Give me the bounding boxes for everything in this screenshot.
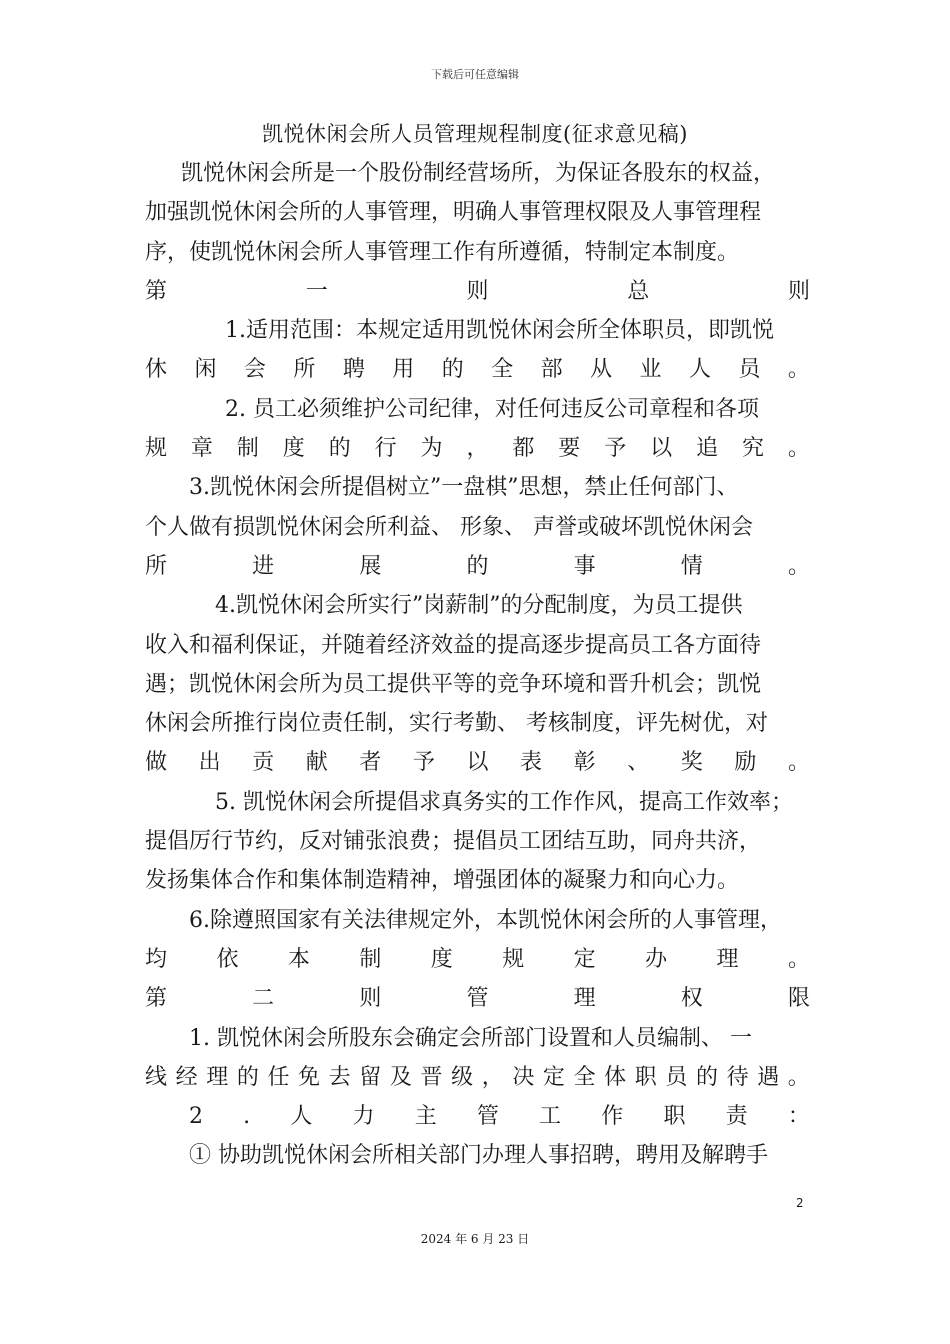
page-number: 2 bbox=[796, 1196, 804, 1210]
justified-char: 级 bbox=[451, 1064, 474, 1090]
justified-char: 规 bbox=[502, 946, 525, 972]
justified-char: 本 bbox=[287, 946, 310, 972]
paragraph-line: 发扬集体合作和集体制造精神，增强团体的凝聚力和向心力。 bbox=[145, 868, 740, 894]
paragraph-line: 收入和福利保证，并随着经济效益的提高逐步提高员工各方面待 bbox=[145, 632, 762, 658]
justified-char: 及 bbox=[389, 1064, 412, 1090]
justified-char: 追 bbox=[696, 436, 719, 462]
justified-char: 则 bbox=[787, 278, 810, 304]
paragraph-line: 6.除遵照国家有关法律规定外，本凯悦休闲会所的人事管理， bbox=[189, 907, 782, 933]
paragraph-line: 1. 凯悦休闲会所股东会确定会所部门设置和人员编制、 一 bbox=[189, 1025, 752, 1051]
justified-char: 力 bbox=[352, 1104, 375, 1130]
justified-char: 予 bbox=[412, 750, 435, 776]
intro-line: 序，使凯悦休闲会所人事管理工作有所遵循，特制定本制度。 bbox=[145, 239, 740, 265]
justified-char: 。 bbox=[787, 436, 810, 462]
justified-char: ， bbox=[466, 436, 489, 462]
justified-char: ， bbox=[481, 1064, 504, 1090]
paragraph-line bbox=[145, 1058, 810, 1097]
justified-char: 主 bbox=[414, 1104, 437, 1130]
justified-char: 用 bbox=[392, 357, 415, 383]
justified-char: 职 bbox=[634, 1064, 657, 1090]
justified-char: 要 bbox=[558, 436, 581, 462]
justified-char: 事 bbox=[573, 553, 596, 579]
justified-char: 定 bbox=[542, 1064, 565, 1090]
justified-char: 都 bbox=[512, 436, 535, 462]
justified-char: 工 bbox=[539, 1104, 562, 1130]
justified-char: 会 bbox=[243, 357, 266, 383]
justified-char: 职 bbox=[663, 1104, 686, 1130]
justified-char: 、 bbox=[627, 750, 650, 776]
justified-char: 决 bbox=[512, 1064, 535, 1090]
justified-char: 责 bbox=[725, 1104, 748, 1130]
justified-char: 待 bbox=[726, 1064, 749, 1090]
justified-char: 理 bbox=[573, 986, 596, 1012]
justified-char: 的 bbox=[328, 436, 351, 462]
justified-char: 理 bbox=[206, 1064, 229, 1090]
paragraph-line bbox=[145, 429, 810, 468]
justified-char: 以 bbox=[466, 750, 489, 776]
footer-date: 2024 年 6 月 23 日 bbox=[420, 1232, 530, 1246]
paragraph-line: 2. 员工必须维护公司纪律，对任何违反公司章程和各项 bbox=[225, 396, 759, 422]
justified-char: 全 bbox=[573, 1064, 596, 1090]
justified-char: 奖 bbox=[680, 750, 703, 776]
justified-char: 休 bbox=[145, 357, 168, 383]
justified-char: 所 bbox=[293, 357, 316, 383]
justified-char: 闲 bbox=[194, 357, 217, 383]
paragraph-line: ① 协助凯悦休闲会所相关部门办理人事招聘，聘用及解聘手 bbox=[189, 1143, 768, 1169]
chapter-heading bbox=[145, 979, 810, 1018]
header-note: 下载后可任意编辑 bbox=[431, 68, 519, 81]
document-body bbox=[145, 154, 810, 1176]
justified-char: 行 bbox=[374, 436, 397, 462]
justified-char: 2 bbox=[189, 1104, 203, 1130]
paragraph-line: 提倡厉行节约，反对铺张浪费；提倡员工团结互助，同舟共济， bbox=[145, 829, 762, 855]
justified-char: 表 bbox=[520, 750, 543, 776]
document-title: 凯悦休闲会所人员管理规程制度(征求意见稿) bbox=[262, 122, 688, 146]
justified-char: 为 bbox=[420, 436, 443, 462]
justified-char: 线 bbox=[145, 1064, 168, 1090]
justified-char: 二 bbox=[252, 986, 275, 1012]
paragraph-line bbox=[145, 547, 810, 586]
justified-char: 权 bbox=[680, 986, 703, 1012]
justified-char: 章 bbox=[190, 436, 213, 462]
intro-line: 凯悦休闲会所是一个股份制经营场所，为保证各股东的权益， bbox=[181, 161, 776, 186]
justified-char: 晋 bbox=[420, 1064, 443, 1090]
justified-char: 留 bbox=[359, 1064, 382, 1090]
justified-char: 。 bbox=[787, 946, 810, 972]
justified-char: 理 bbox=[716, 946, 739, 972]
paragraph-line: 5. 凯悦休闲会所提倡求真务实的工作作风，提高工作效率； bbox=[215, 789, 793, 815]
paragraph-line: 1.适用范围：本规定适用凯悦休闲会所全体职员，即凯悦 bbox=[225, 318, 774, 344]
justified-char: 出 bbox=[198, 750, 221, 776]
paragraph-line: 3.凯悦休闲会所提倡树立”一盘棋”思想，禁止任何部门、 bbox=[189, 475, 739, 501]
justified-char: 从 bbox=[590, 357, 613, 383]
justified-char: 彰 bbox=[573, 750, 596, 776]
justified-char: 第 bbox=[145, 278, 168, 304]
justified-char: 。 bbox=[787, 750, 810, 776]
justified-char: 业 bbox=[639, 357, 662, 383]
justified-char: 一 bbox=[305, 278, 328, 304]
justified-char: 献 bbox=[305, 750, 328, 776]
justified-char: 去 bbox=[328, 1064, 351, 1090]
justified-char: 。 bbox=[787, 1064, 810, 1090]
justified-char: 励 bbox=[734, 750, 757, 776]
justified-char: 。 bbox=[787, 357, 810, 383]
justified-char: 度 bbox=[282, 436, 305, 462]
justified-char: 制 bbox=[359, 946, 382, 972]
justified-char: 限 bbox=[787, 986, 810, 1012]
justified-char: 者 bbox=[359, 750, 382, 776]
justified-char: 均 bbox=[145, 946, 168, 972]
chapter-heading bbox=[145, 272, 810, 311]
justified-char: 定 bbox=[573, 946, 596, 972]
justified-char: 予 bbox=[604, 436, 627, 462]
justified-char: 的 bbox=[466, 553, 489, 579]
justified-char: 人 bbox=[290, 1104, 313, 1130]
justified-char: 展 bbox=[359, 553, 382, 579]
justified-char: 全 bbox=[491, 357, 514, 383]
justified-char: 人 bbox=[688, 357, 711, 383]
justified-char: 贡 bbox=[252, 750, 275, 776]
justified-char: 的 bbox=[236, 1064, 259, 1090]
justified-char: 制 bbox=[236, 436, 259, 462]
justified-char: 度 bbox=[430, 946, 453, 972]
paragraph-line: 4.凯悦休闲会所实行”岗薪制”的分配制度，为员工提供 bbox=[215, 593, 743, 619]
paragraph-line bbox=[145, 940, 810, 979]
justified-char: 免 bbox=[298, 1064, 321, 1090]
justified-char: 第 bbox=[145, 986, 168, 1012]
justified-char: 则 bbox=[466, 278, 489, 304]
justified-char: 体 bbox=[604, 1064, 627, 1090]
justified-char: 做 bbox=[145, 750, 168, 776]
justified-char: 办 bbox=[645, 946, 668, 972]
justified-char: 规 bbox=[145, 436, 168, 462]
justified-char: 员 bbox=[665, 1064, 688, 1090]
justified-char: 管 bbox=[476, 1104, 499, 1130]
paragraph-line bbox=[145, 1097, 810, 1136]
justified-char: 的 bbox=[441, 357, 464, 383]
justified-char: 部 bbox=[540, 357, 563, 383]
justified-char: 情 bbox=[680, 553, 703, 579]
justified-char: ： bbox=[787, 1104, 810, 1130]
paragraph-line: 遇；凯悦休闲会所为员工提供平等的竞争环境和晋升机会；凯悦 bbox=[145, 671, 762, 697]
paragraph-line bbox=[145, 743, 810, 782]
paragraph-line: 休闲会所推行岗位责任制，实行考勤、 考核制度，评先树优，对 bbox=[145, 711, 768, 737]
paragraph-line: 个人做有损凯悦休闲会所利益、 形象、 声誉或破坏凯悦休闲会 bbox=[145, 514, 753, 540]
justified-char: 以 bbox=[650, 436, 673, 462]
justified-char: 遇 bbox=[757, 1064, 780, 1090]
justified-char: . bbox=[243, 1104, 251, 1130]
justified-char: 所 bbox=[145, 553, 168, 579]
intro-line: 加强凯悦休闲会所的人事管理，明确人事管理权限及人事管理程 bbox=[145, 200, 762, 226]
justified-char: 则 bbox=[359, 986, 382, 1012]
justified-char: 作 bbox=[601, 1104, 624, 1130]
justified-char: 。 bbox=[787, 553, 810, 579]
justified-char: 的 bbox=[695, 1064, 718, 1090]
justified-char: 员 bbox=[738, 357, 761, 383]
justified-char: 管 bbox=[466, 986, 489, 1012]
justified-char: 总 bbox=[627, 278, 650, 304]
justified-char: 依 bbox=[216, 946, 239, 972]
justified-char: 经 bbox=[175, 1064, 198, 1090]
justified-char: 聘 bbox=[342, 357, 365, 383]
justified-char: 进 bbox=[252, 553, 275, 579]
justified-char: 究 bbox=[741, 436, 764, 462]
paragraph-line bbox=[145, 350, 810, 389]
justified-char: 任 bbox=[267, 1064, 290, 1090]
